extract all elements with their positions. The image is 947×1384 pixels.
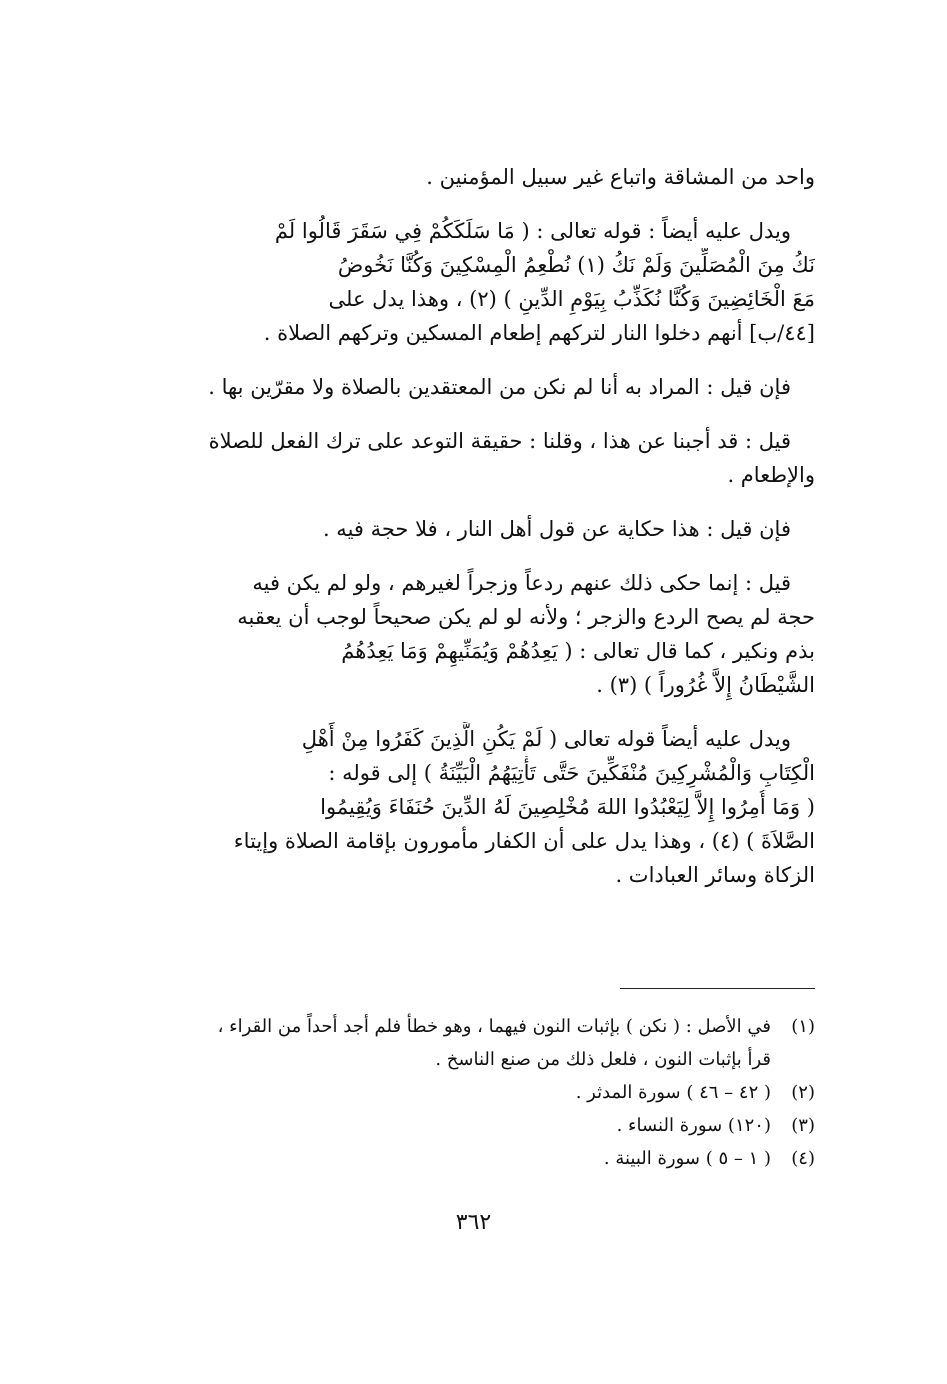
paragraph-3 bbox=[155, 370, 815, 404]
footnote-number: (٤) bbox=[791, 1148, 815, 1169]
text-line: [٤٤/ب] أنهم دخلوا النار لتركهم إطعام المسكين وتركهم الصلاة . bbox=[263, 321, 815, 345]
paragraph-6 bbox=[155, 566, 815, 702]
text-line: الصَّلاَةَ ) (٤) ، وهذا يدل على أن الكفار مأمورون بإقامة الصلاة وإيتاء bbox=[233, 829, 815, 853]
paragraph-1 bbox=[155, 160, 815, 194]
text-line: فإن قيل : هذا حكاية عن قول أهل النار ، فلا حجة فيه . bbox=[322, 517, 791, 541]
footnote-text: ( ١ – ٥ ) سورة البينة . bbox=[603, 1148, 771, 1169]
text-line: قيل : إنما حكى ذلك عنهم ردعاً وزجراً لغيرهم ، ولو لم يكن فيه bbox=[252, 571, 791, 595]
text-line: قيل : قد أجبنا عن هذا ، وقلنا : حقيقة التوعد على ترك الفعل للصلاة bbox=[208, 429, 791, 453]
page-number: ٣٦٢ bbox=[455, 1210, 492, 1235]
paragraph-4 bbox=[155, 424, 815, 492]
text-line: ( وَمَا أُمِرُوا إِلاَّ لِيَعْبُدُوا اللهَ مُخْلِصِينَ لَهُ الدِّينَ حُنَفَاءَ وَيُقِيمُوا bbox=[320, 795, 815, 819]
text-line: فإن قيل : المراد به أنا لم نكن من المعتقدين بالصلاة ولا مقرّين بها . bbox=[208, 375, 791, 399]
paragraph-7 bbox=[155, 722, 815, 892]
text-line: مَعَ الْخَائِضِينَ وَكُنَّا نُكَذِّبُ بِيَوْمِ الدِّينِ ) (٢) ، وهذا يدل على bbox=[328, 287, 815, 311]
text-line: الْكِتَابِ وَالْمُشْرِكِينَ مُنْفَكِّينَ حَتَّى تَأْتِيَهُمُ الْبَيِّنَةُ ) إلى قوله : bbox=[328, 761, 815, 785]
paragraph-2 bbox=[155, 214, 815, 350]
footnote-3 bbox=[155, 1109, 815, 1142]
footnote-number: (٣) bbox=[791, 1115, 815, 1136]
footnote-1-continued: قرأ بإثبات النون ، فلعل ذلك من صنع الناسخ . bbox=[435, 1049, 771, 1070]
footnote-divider bbox=[620, 988, 815, 989]
footnote-text: (١٢٠) سورة النساء . bbox=[616, 1115, 771, 1136]
text-line: الشَّيْطَانُ إِلاَّ غُرُوراً ) (٣) . bbox=[596, 673, 815, 697]
footnotes bbox=[155, 1010, 815, 1175]
text-line: بذم ونكير ، كما قال تعالى : ( يَعِدُهُمْ وَيُمَنِّيهِمْ وَمَا يَعِدُهُمُ bbox=[341, 639, 815, 663]
text-line: الزكاة وسائر العبادات . bbox=[615, 863, 815, 887]
text-line: نَكُ مِنَ الْمُصَلِّينَ وَلَمْ نَكُ (١) نُطْعِمُ الْمِسْكِينَ وَكُنَّا نَخُوضُ bbox=[337, 253, 815, 277]
text-line: ويدل عليه أيضاً : قوله تعالى : ( مَا سَلَكَكُمْ فِي سَقَرَ قَالُوا لَمْ bbox=[274, 219, 791, 243]
footnote-text: في الأصل : ( نكن ) بإثبات النون فيهما ، وهو خطأ فلم أجد أحداً من القراء ، bbox=[217, 1016, 771, 1037]
footnote-1 bbox=[155, 1010, 815, 1043]
text-line: واحد من المشاقة واتباع غير سبيل المؤمنين . bbox=[426, 165, 815, 189]
text-line: والإطعام . bbox=[727, 463, 815, 487]
text-line: ويدل عليه أيضاً قوله تعالى ( لَمْ يَكُنِ الَّذِينَ كَفَرُوا مِنْ أَهْلِ bbox=[301, 727, 791, 751]
text-line: حجة لم يصح الردع والزجر ؛ ولأنه لو لم يكن صحيحاً لوجب أن يعقبه bbox=[237, 605, 815, 629]
footnote-number: (٢) bbox=[791, 1082, 815, 1103]
footnote-4 bbox=[155, 1142, 815, 1175]
footnote-text: ( ٤٢ – ٤٦ ) سورة المدثر . bbox=[575, 1082, 771, 1103]
page-body bbox=[155, 160, 815, 912]
footnote-2 bbox=[155, 1076, 815, 1109]
paragraph-5 bbox=[155, 512, 815, 546]
footnote-number: (١) bbox=[791, 1016, 815, 1037]
